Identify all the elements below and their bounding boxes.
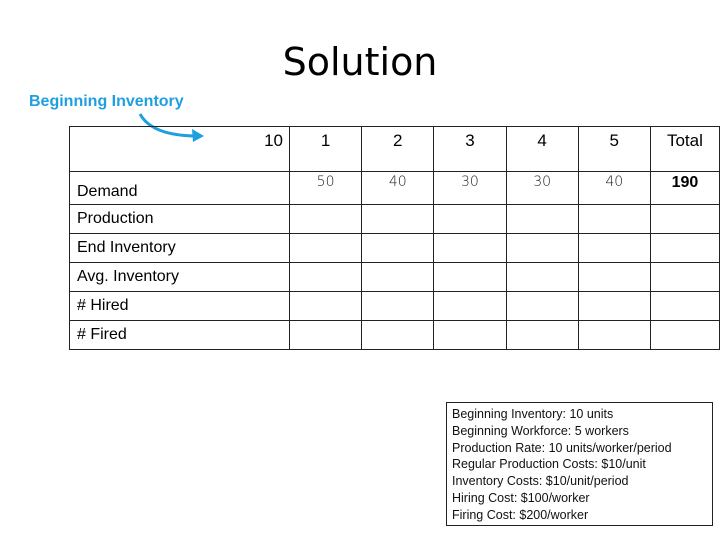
row-label: Avg. Inventory (70, 263, 231, 292)
table-row-end-inventory (70, 234, 720, 263)
table-cell: 40 (362, 172, 434, 205)
table-row-hired (70, 292, 720, 321)
table-cell (578, 234, 650, 263)
info-line: Regular Production Costs: $10/unit (452, 457, 646, 472)
row-label: # Fired (70, 321, 231, 350)
row-label: Production (70, 205, 231, 234)
table-cell (506, 205, 578, 234)
initial-cell (230, 205, 289, 234)
table-cell (362, 292, 434, 321)
table-cell (506, 321, 578, 350)
table-cell (578, 292, 650, 321)
table-cell: 40 (578, 172, 650, 205)
table-cell (290, 263, 362, 292)
row-label: Demand (70, 172, 231, 205)
initial-cell (230, 292, 289, 321)
table-cell (290, 321, 362, 350)
table-row-demand (70, 172, 720, 205)
table-cell (506, 292, 578, 321)
table-cell (506, 263, 578, 292)
table-row-fired (70, 321, 720, 350)
table-row-avg-inventory (70, 263, 720, 292)
period-header-5: 5 (578, 127, 650, 172)
table-cell: 30 (434, 172, 506, 205)
table-cell (290, 292, 362, 321)
initial-cell (230, 172, 289, 205)
initial-inventory-cell: 10 (230, 127, 289, 172)
initial-cell (230, 263, 289, 292)
info-line: Firing Cost: $200/worker (452, 507, 589, 522)
production-plan-table (69, 126, 720, 350)
initial-cell (230, 321, 289, 350)
total-cell (650, 292, 719, 321)
total-cell (650, 234, 719, 263)
table-header-row (70, 127, 720, 172)
table-cell (506, 234, 578, 263)
info-line: Hiring Cost: $100/worker (452, 490, 590, 505)
row-label: End Inventory (70, 234, 231, 263)
table-cell: 50 (290, 172, 362, 205)
table-cell (578, 205, 650, 234)
table-cell (578, 321, 650, 350)
info-line: Production Rate: 10 units/worker/period (452, 440, 672, 455)
table-cell (290, 205, 362, 234)
table-cell (434, 234, 506, 263)
table-cell (434, 321, 506, 350)
header-label-cell (70, 127, 231, 172)
table-cell (362, 205, 434, 234)
period-header-4: 4 (506, 127, 578, 172)
total-cell (650, 321, 719, 350)
period-header-2: 2 (362, 127, 434, 172)
period-header-1: 1 (290, 127, 362, 172)
period-header-3: 3 (434, 127, 506, 172)
table-cell (362, 321, 434, 350)
table-cell (434, 263, 506, 292)
beginning-inventory-label: Beginning Inventory (29, 93, 184, 110)
table-cell (290, 234, 362, 263)
parameters-info-box (446, 402, 713, 526)
info-line: Inventory Costs: $10/unit/period (452, 474, 629, 489)
row-label: # Hired (70, 292, 231, 321)
table-cell (362, 234, 434, 263)
table-cell (578, 263, 650, 292)
total-header: Total (650, 127, 719, 172)
total-cell (650, 205, 719, 234)
info-line: Beginning Inventory: 10 units (452, 407, 614, 421)
table-cell (434, 292, 506, 321)
total-cell (650, 263, 719, 292)
table-row-production (70, 205, 720, 234)
initial-cell (230, 234, 289, 263)
table-cell (434, 205, 506, 234)
table-cell (362, 263, 434, 292)
total-cell: 190 (650, 172, 719, 205)
info-line: Beginning Workforce: 5 workers (452, 423, 629, 438)
table-cell: 30 (506, 172, 578, 205)
slide-title: Solution (282, 40, 438, 84)
